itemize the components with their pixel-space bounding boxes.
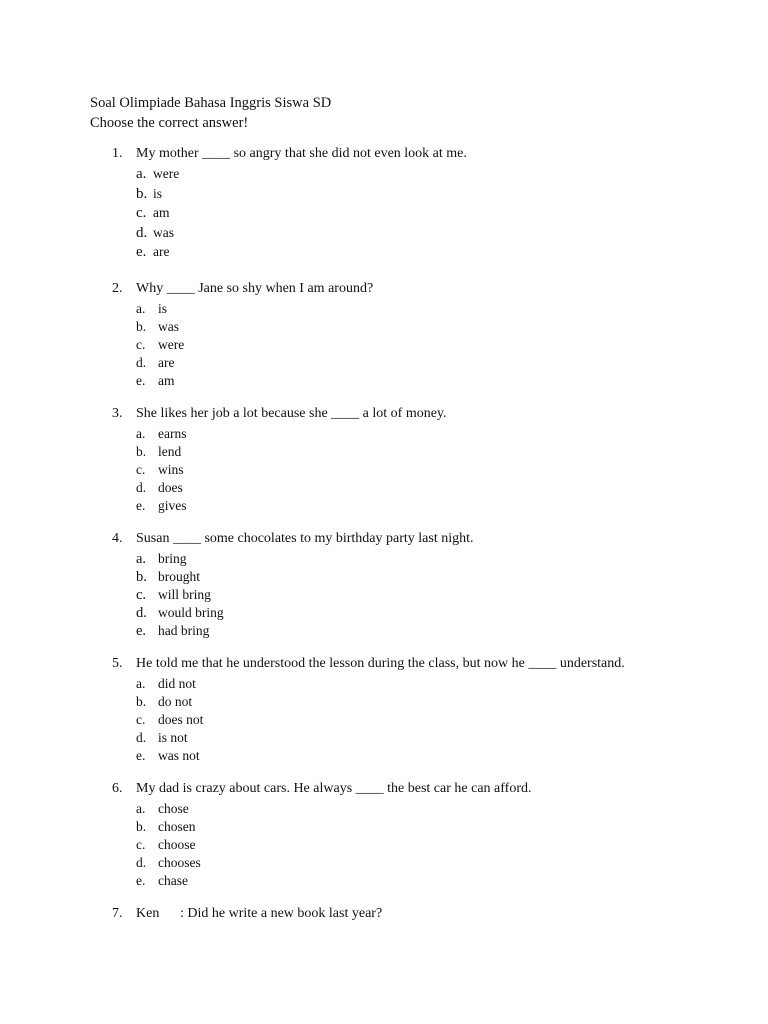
question-7 [0, 905, 768, 925]
option-text: does not [158, 712, 204, 727]
option-c [0, 711, 768, 729]
dialog-speaker: Ken [136, 906, 160, 921]
question-4 [0, 530, 768, 640]
option-b [0, 568, 768, 586]
option-e [0, 747, 768, 765]
option-text: was [153, 224, 174, 240]
option-letter: c. [136, 337, 146, 352]
option-letter: d. [136, 224, 148, 241]
option-letter: c. [136, 712, 146, 727]
option-letter: b. [136, 319, 147, 334]
option-letter: d. [136, 355, 147, 370]
option-a [0, 165, 768, 185]
option-b [0, 318, 768, 336]
option-letter: a. [136, 801, 146, 816]
question-number: 4. [112, 531, 123, 546]
option-c [0, 336, 768, 354]
option-d [0, 479, 768, 497]
option-letter: a. [136, 166, 147, 182]
option-letter: e. [136, 244, 147, 261]
question-6 [0, 780, 768, 890]
option-text: do not [158, 694, 193, 709]
question-line [0, 905, 768, 925]
option-c [0, 586, 768, 604]
option-letter: b. [136, 819, 147, 834]
option-letter: b. [136, 185, 148, 202]
question-text: My mother ____ so angry that she did not even look at me. [136, 146, 467, 161]
option-e [0, 497, 768, 515]
option-b [0, 185, 768, 205]
option-c [0, 461, 768, 479]
option-text: chose [158, 801, 189, 816]
option-text: was [158, 319, 179, 334]
option-a [0, 300, 768, 318]
option-letter: e. [136, 498, 146, 513]
option-text: is [153, 185, 163, 201]
question-number: 5. [112, 656, 123, 671]
option-a [0, 675, 768, 693]
option-text: is not [158, 730, 188, 745]
option-a [0, 550, 768, 568]
option-text: is [158, 301, 168, 316]
option-text: chooses [158, 855, 201, 870]
option-letter: c. [136, 587, 147, 603]
question-text: My dad is crazy about cars. He always ____ the best car he can afford. [136, 781, 532, 796]
option-text: were [158, 337, 185, 352]
option-letter: a. [136, 676, 146, 691]
option-letter: d. [136, 605, 147, 621]
option-text: was not [158, 748, 200, 763]
option-text: will bring [158, 587, 211, 602]
question-number: 2. [112, 281, 123, 296]
option-d [0, 224, 768, 244]
option-e [0, 372, 768, 390]
option-letter: c. [136, 205, 147, 222]
question-line [0, 405, 768, 425]
option-text: chase [158, 873, 188, 888]
option-a [0, 425, 768, 443]
option-text: did not [158, 676, 196, 691]
question-1 [0, 145, 768, 263]
option-e [0, 243, 768, 263]
instruction-text: Choose the correct answer! [90, 115, 249, 131]
option-text: lend [158, 444, 182, 459]
option-text: had bring [158, 623, 210, 638]
option-letter: c. [136, 837, 146, 852]
option-c [0, 204, 768, 224]
option-text: am [153, 205, 170, 221]
option-letter: e. [136, 748, 146, 763]
option-text: were [153, 166, 180, 181]
option-letter: e. [136, 623, 147, 639]
option-text: are [158, 355, 175, 370]
question-number: 3. [112, 406, 123, 421]
option-letter: a. [136, 426, 146, 441]
option-letter: d. [136, 855, 147, 870]
option-letter: e. [136, 873, 146, 888]
option-c [0, 836, 768, 854]
option-letter: d. [136, 480, 147, 495]
question-text: He told me that he understood the lesson during the class, but now he ____ understand. [136, 656, 625, 671]
question-3 [0, 405, 768, 515]
question-number: 1. [112, 146, 123, 161]
question-text: She likes her job a lot because she ____ a lot of money. [136, 406, 447, 421]
question-line [0, 655, 768, 675]
option-letter: b. [136, 444, 147, 459]
option-text: bring [158, 551, 187, 566]
question-text: Susan ____ some chocolates to my birthday party last night. [136, 531, 474, 546]
option-a [0, 800, 768, 818]
option-text: am [158, 373, 175, 388]
question-line [0, 780, 768, 800]
option-text: chosen [158, 819, 196, 834]
question-number: 7. [112, 906, 123, 921]
question-text: Why ____ Jane so shy when I am around? [136, 281, 374, 296]
option-b [0, 693, 768, 711]
option-d [0, 729, 768, 747]
option-text: wins [158, 462, 184, 477]
option-letter: c. [136, 462, 146, 477]
dialog-text: : Did he write a new book last year? [180, 906, 383, 921]
option-e [0, 872, 768, 890]
option-d [0, 604, 768, 622]
question-line [0, 280, 768, 300]
option-text: are [153, 244, 170, 260]
document-title: Soal Olimpiade Bahasa Inggris Siswa SD [90, 95, 332, 111]
option-letter: a. [136, 551, 147, 567]
option-letter: d. [136, 730, 147, 745]
option-b [0, 818, 768, 836]
option-letter: b. [136, 569, 147, 585]
question-2 [0, 280, 768, 390]
option-text: choose [158, 837, 196, 852]
option-text: gives [158, 498, 187, 513]
document-header [90, 93, 331, 133]
option-text: brought [158, 569, 200, 584]
option-d [0, 854, 768, 872]
option-letter: e. [136, 373, 146, 388]
option-b [0, 443, 768, 461]
option-text: earns [158, 426, 187, 441]
question-number: 6. [112, 781, 123, 796]
option-e [0, 622, 768, 640]
question-line [0, 145, 768, 165]
question-5 [0, 655, 768, 765]
question-line [0, 530, 768, 550]
option-text: would bring [158, 605, 224, 620]
option-letter: a. [136, 301, 146, 316]
option-d [0, 354, 768, 372]
option-letter: b. [136, 694, 147, 709]
option-text: does [158, 480, 183, 495]
